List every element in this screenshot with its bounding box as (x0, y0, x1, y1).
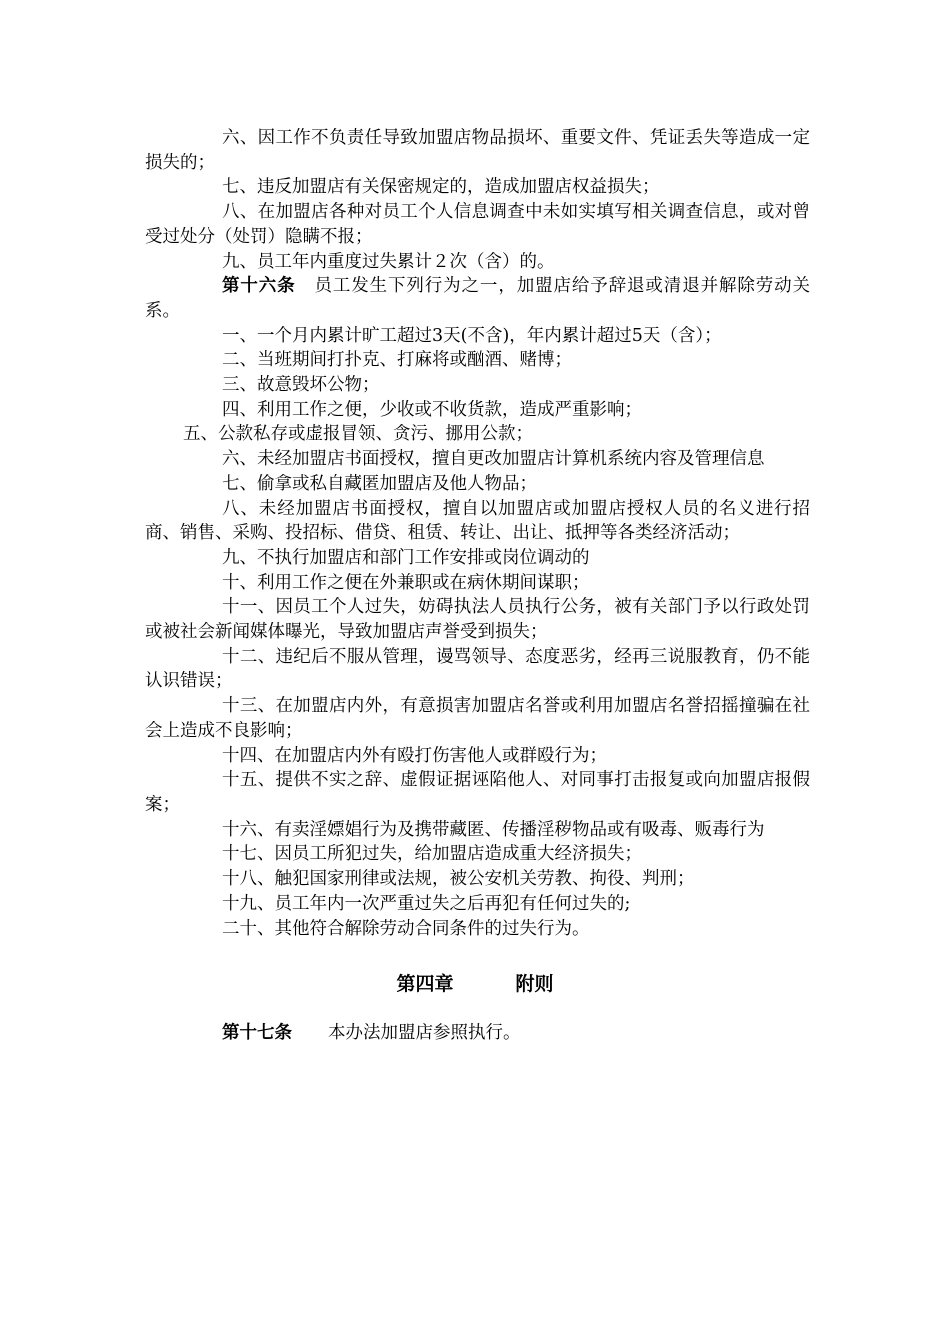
article-16-item-20: 二十、其他符合解除劳动合同条件的过失行为。 (222, 918, 590, 939)
article-16-item-15: 十五、提供不实之辞、虚假证据诬陷他人、对同事打击报复或向加盟店报假案； (145, 770, 810, 815)
document-body (145, 126, 810, 941)
article-16-heading (145, 274, 810, 323)
article-16-item-13: 十三、在加盟店内外，有意损害加盟店名誉或利用加盟店名誉招摇撞骗在社会上造成不良影响； (145, 696, 810, 741)
article-16-item-4: 四、利用工作之便，少收或不收货款，造成严重影响； (222, 399, 642, 420)
article-16-item-8: 八、未经加盟店书面授权，擅自以加盟店或加盟店授权人员的名义进行招商、销售、采购、投招标、借贷、租赁、转让、出让、抵押等各类经济活动； (145, 498, 810, 544)
article-16-item-16: 十六、有卖淫嫖娼行为及携带藏匿、传播淫秽物品或有吸毒、贩毒行为 (222, 819, 765, 840)
article-16-item-9: 九、不执行加盟店和部门工作安排或岗位调动的 (222, 547, 590, 568)
paragraph-art15-item-7: 七、违反加盟店有关保密规定的，造成加盟店权益损失； (222, 177, 660, 198)
article-16-item-3: 三、故意毁坏公物； (222, 375, 380, 396)
article-17-text: 本办法加盟店参照执行。 (328, 1023, 521, 1043)
chapter-4-heading (0, 970, 950, 998)
article-16-item-10: 十、利用工作之便在外兼职或在病休期间谋职； (222, 572, 590, 593)
article-16-item-5: 五、公款私存或虚报冒领、贪污、挪用公款； (183, 424, 533, 445)
article-16-item-2: 二、当班期间打扑克、打麻将或酗酒、赌博； (222, 350, 572, 371)
article-16-item-18: 十八、触犯国家刑律或法规，被公安机关劳教、拘役、判刑； (222, 869, 695, 890)
article-16-item-11: 十一、因员工个人过失，妨碍执法人员执行公务，被有关部门予以行政处罚或被社会新闻媒体曝光，导致加盟店声誉受到损失； (145, 597, 810, 643)
article-17 (222, 1021, 521, 1046)
article-16-item-14: 十四、在加盟店内外有殴打伤害他人或群殴行为； (222, 745, 607, 766)
article-16-text: 员工发生下列行为之一，加盟店给予辞退或清退并解除劳动关系。 (145, 276, 811, 321)
chapter-4-number: 第四章 (396, 973, 454, 995)
chapter-4-title: 附则 (515, 973, 554, 995)
paragraph-art15-item-8: 八、在加盟店各种对员工个人信息调查中未如实填写相关调查信息，或对曾受过处分（处罚）隐瞒不报； (145, 202, 810, 247)
article-16-item-1: 一、一个月内累计旷工超过3天(不含)，年内累计超过5天（含）； (222, 325, 722, 346)
article-16-item-12: 十二、违纪后不服从管理，谩骂领导、态度恶劣，经再三说服教育，仍不能认识错误； (145, 646, 810, 692)
paragraph-art15-item-9: 九、员工年内重度过失累计２次（含）的。 (222, 251, 555, 272)
article-16-item-17: 十七、因员工所犯过失，给加盟店造成重大经济损失； (222, 844, 642, 865)
article-16-item-7: 七、偷拿或私自藏匿加盟店及他人物品； (222, 473, 537, 494)
article-16-item-19: 十九、员工年内一次严重过失之后再犯有任何过失的; (222, 893, 631, 914)
article-16-label: 第十六条 (222, 276, 296, 297)
article-17-label: 第十七条 (222, 1023, 292, 1043)
paragraph-art15-item-6: 六、因工作不负责任导致加盟店物品损坏、重要文件、凭证丢失等造成一定损失的； (145, 128, 810, 173)
article-16-item-6: 六、未经加盟店书面授权，擅自更改加盟店计算机系统内容及管理信息 (222, 449, 765, 470)
